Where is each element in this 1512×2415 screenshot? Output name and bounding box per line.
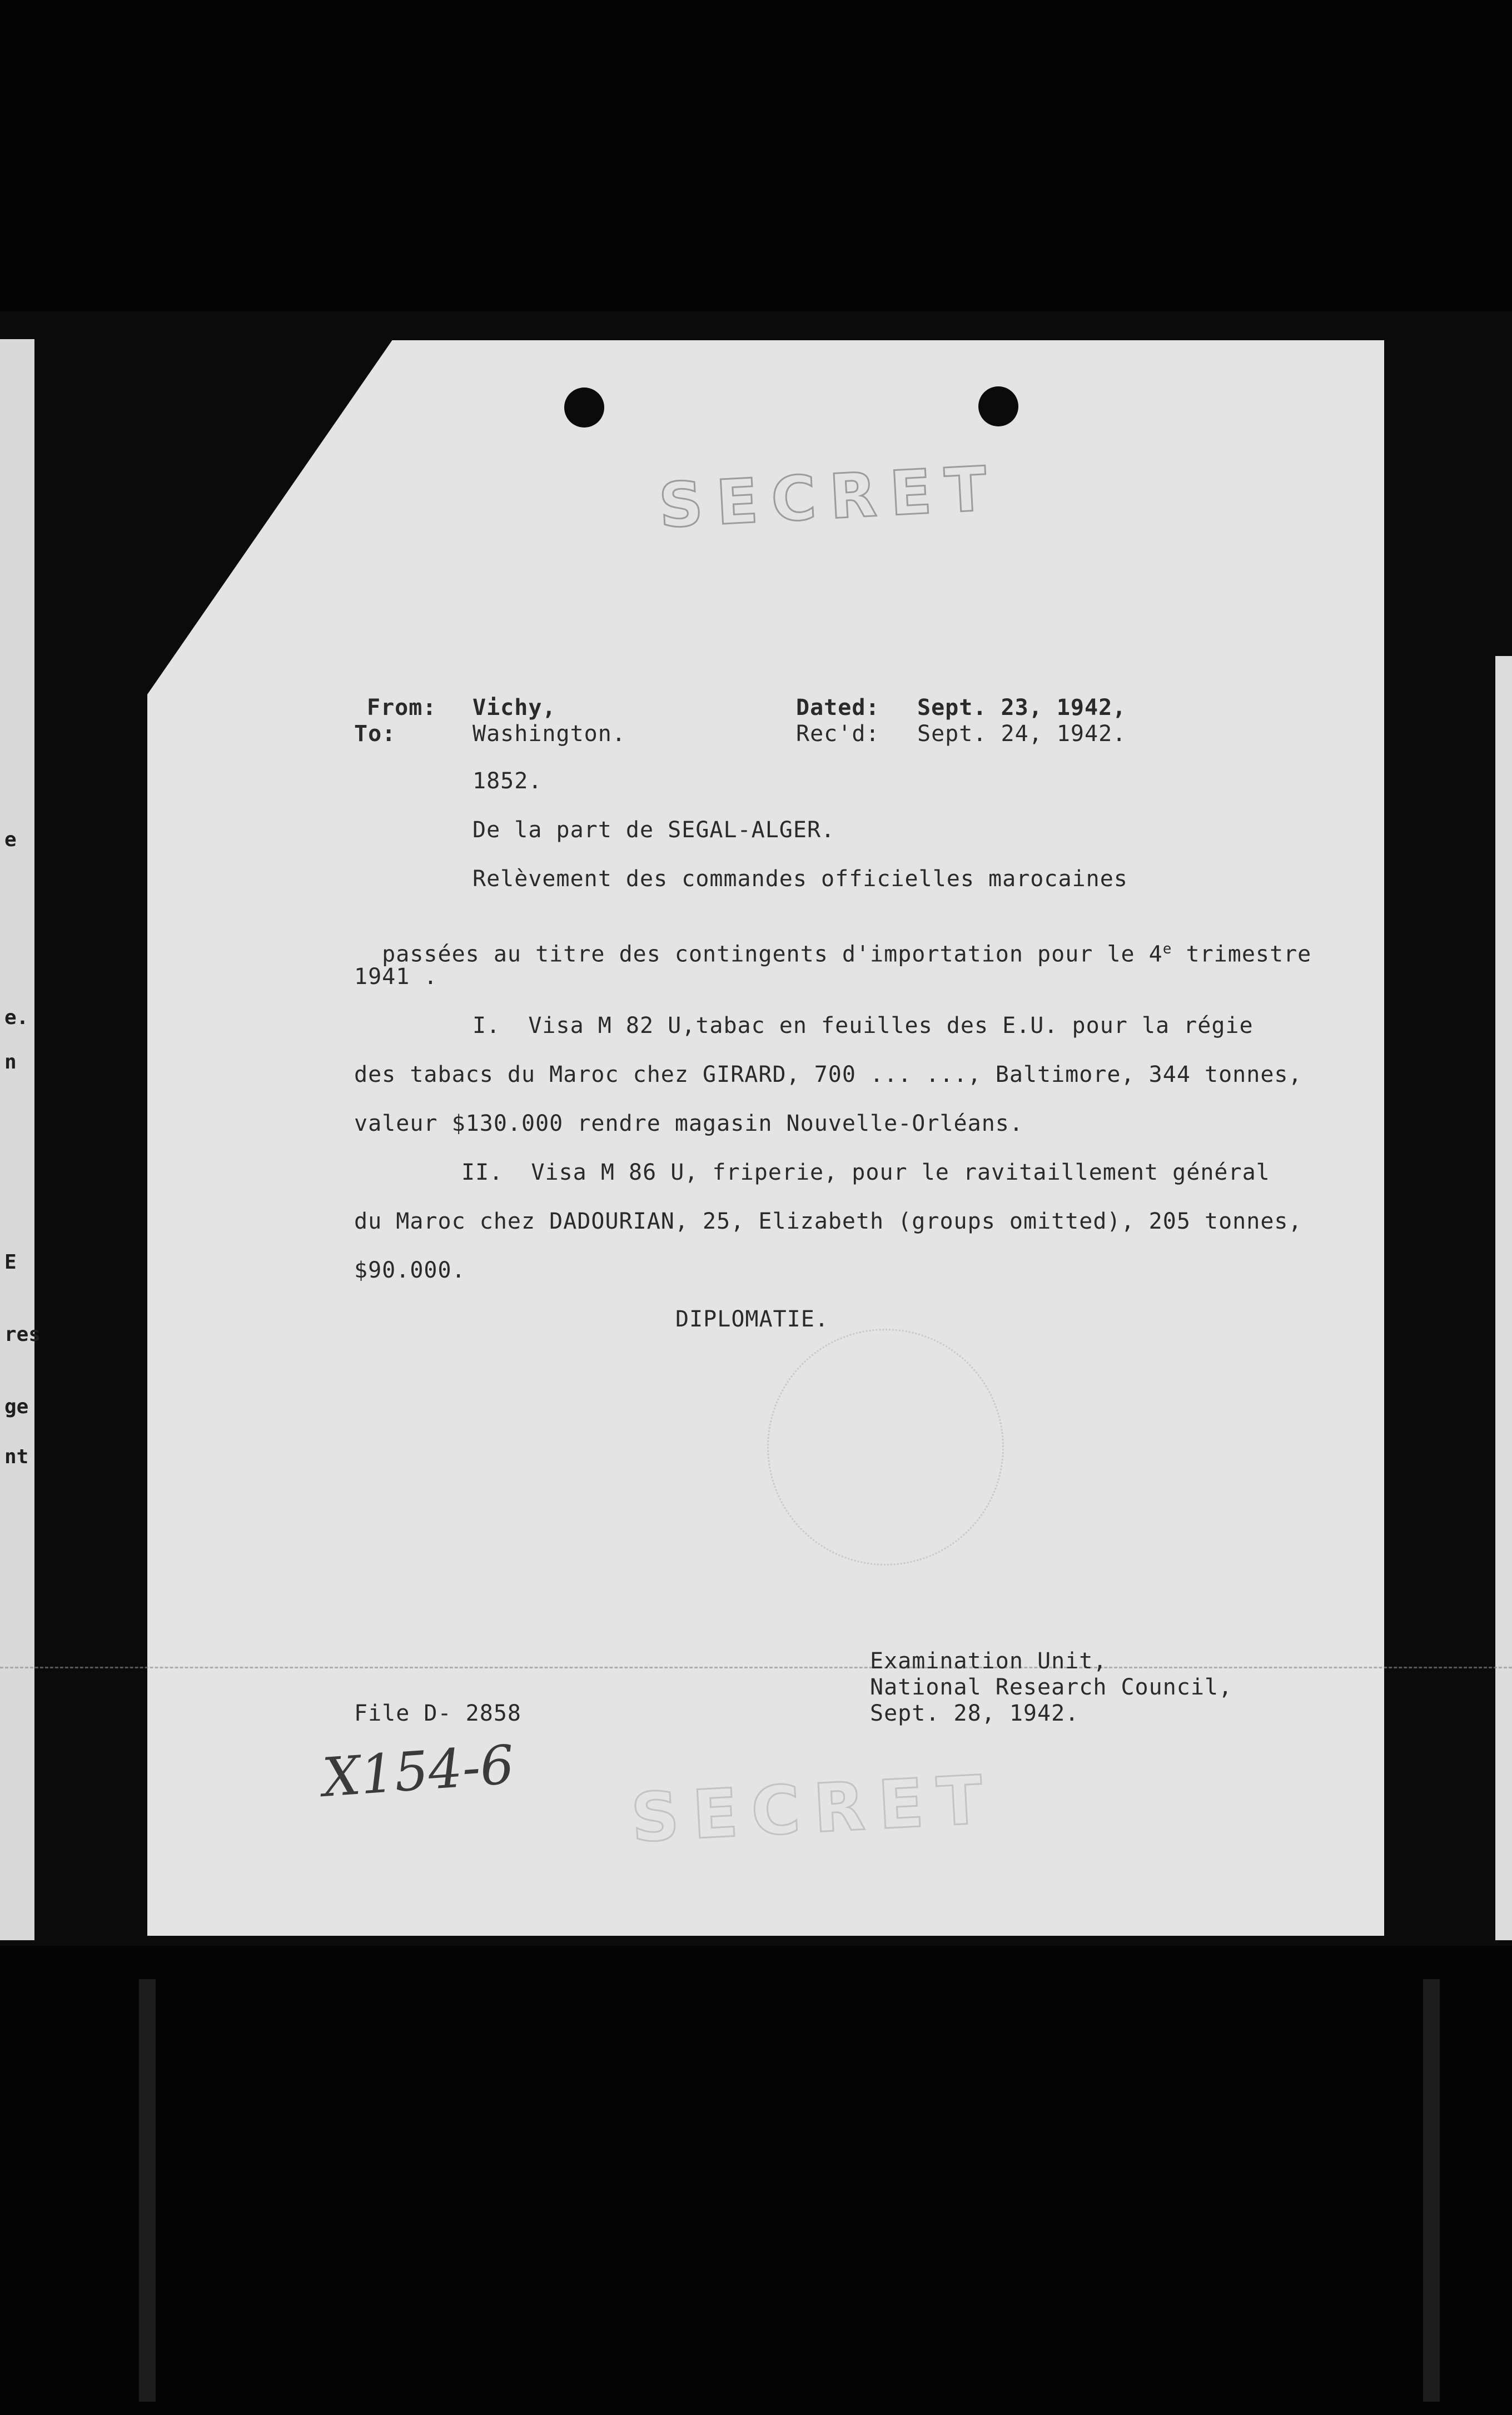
- salutation: De la part de SEGAL-ALGER.: [472, 817, 835, 843]
- dated-value: Sept. 23, 1942,: [917, 695, 1127, 720]
- item-line: I. Visa M 82 U,tabac en feuilles des E.U. pour la régie: [472, 1013, 1254, 1038]
- film-strip: [1423, 1979, 1440, 2402]
- to-label: To:: [354, 721, 396, 747]
- superscript: e: [1162, 941, 1172, 957]
- neighbor-text: e: [4, 828, 17, 851]
- neighbor-text: ge: [4, 1395, 29, 1418]
- council-name: National Research Council,: [870, 1674, 1233, 1700]
- neighbor-text: res: [4, 1323, 41, 1346]
- neighbor-page-right: [1495, 656, 1512, 1940]
- item-line: valeur $130.000 rendre magasin Nouvelle-Orléans.: [354, 1111, 1023, 1136]
- item-line: des tabacs du Maroc chez GIRARD, 700 ... ..., Baltimore, 344 tonnes,: [354, 1062, 1302, 1087]
- handwritten-note: X154-6: [320, 1733, 516, 1809]
- neighbor-page-left: [0, 339, 41, 1940]
- paragraph-line: [354, 915, 1311, 967]
- punch-hole: [564, 387, 604, 428]
- message-number: 1852.: [472, 768, 543, 794]
- from-value: Vichy,: [472, 695, 556, 720]
- neighbor-text: nt: [4, 1445, 29, 1468]
- faint-seal: [767, 1329, 1004, 1566]
- signature: DIPLOMATIE.: [675, 1306, 829, 1332]
- item-line: II. Visa M 86 U, friperie, pour le ravitaillement général: [461, 1160, 1270, 1185]
- recd-label: Rec'd:: [796, 721, 880, 747]
- secret-stamp-top: SECRET: [657, 453, 1002, 541]
- scan-artifact-line: [0, 1667, 1512, 1669]
- paragraph-text: passées au titre des contingents d'importation pour le 4: [382, 941, 1163, 967]
- item-line: $90.000.: [354, 1258, 466, 1283]
- paragraph-text: trimestre: [1172, 941, 1312, 967]
- neighbor-text: n: [4, 1051, 17, 1074]
- from-label: From:: [367, 695, 437, 720]
- film-strip: [139, 1979, 156, 2402]
- examination-unit: Examination Unit,: [870, 1648, 1107, 1674]
- dated-label: Dated:: [796, 695, 880, 720]
- film-band-top: [0, 0, 1512, 311]
- to-value: Washington.: [472, 721, 626, 747]
- neighbor-text: e.: [4, 1006, 29, 1029]
- paragraph-line: Relèvement des commandes officielles marocaines: [472, 866, 1128, 892]
- neighbor-text: E: [4, 1251, 17, 1274]
- secret-stamp-bottom: SECRET: [629, 1761, 998, 1858]
- item-line: du Maroc chez DADOURIAN, 25, Elizabeth (groups omitted), 205 tonnes,: [354, 1209, 1302, 1234]
- recd-value: Sept. 24, 1942.: [917, 721, 1127, 747]
- punch-hole: [978, 386, 1018, 426]
- file-reference: File D- 2858: [354, 1701, 521, 1726]
- footer-date: Sept. 28, 1942.: [870, 1701, 1080, 1726]
- film-band-bottom: [0, 1946, 1512, 2415]
- paragraph-line: 1941 .: [354, 964, 438, 990]
